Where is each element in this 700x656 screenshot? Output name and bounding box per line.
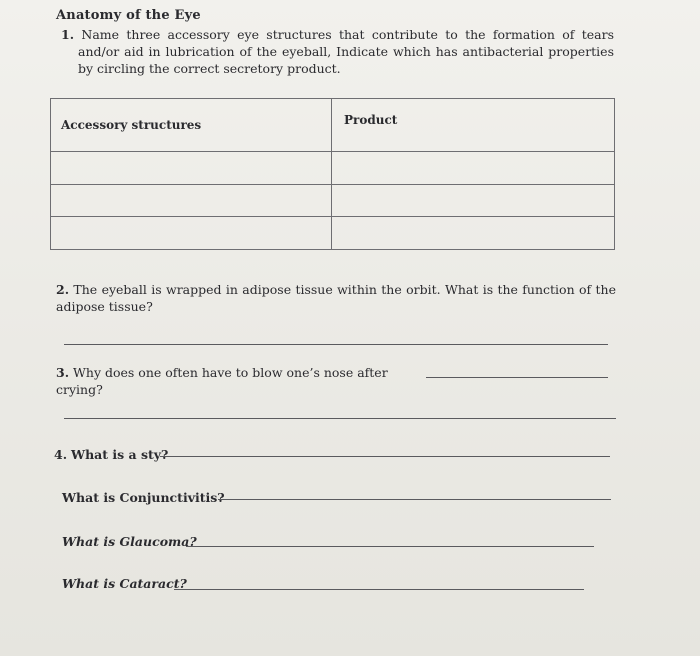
question-cataract: What is Cataract?	[62, 576, 187, 591]
table-row	[51, 152, 615, 185]
question-1	[61, 26, 614, 77]
question-3	[56, 364, 436, 398]
answer-cell-structure-2[interactable]	[51, 184, 332, 217]
answer-line-sty[interactable]	[160, 456, 610, 457]
answer-cell-structure-3[interactable]	[51, 217, 332, 250]
question-2-text: The eyeball is wrapped in adipose tissue within the orbit. What is the function of the adipose tissue?	[56, 282, 616, 314]
question-1-number: 1.	[61, 27, 75, 42]
answer-cell-product-1[interactable]	[332, 152, 615, 185]
answer-line-glaucoma[interactable]	[186, 546, 594, 547]
question-2-number: 2.	[56, 282, 70, 297]
table-header-row	[51, 99, 615, 152]
answer-cell-product-3[interactable]	[332, 217, 615, 250]
question-4-number: 4.	[54, 447, 68, 462]
answer-cell-structure-1[interactable]	[51, 152, 332, 185]
answer-line-q2[interactable]	[64, 344, 608, 345]
question-glaucoma: What is Glaucoma?	[62, 534, 197, 549]
accessory-structures-table	[50, 98, 615, 250]
question-4	[54, 446, 168, 463]
table-header-product: Product	[332, 99, 615, 152]
question-conjunctivitis: What is Conjunctivitis?	[62, 490, 225, 505]
question-4-text: What is a sty?	[71, 447, 169, 462]
question-3-text: Why does one often have to blow one’s nose after crying?	[56, 365, 388, 397]
answer-line-q3-inline[interactable]	[426, 377, 608, 378]
question-2	[56, 281, 616, 315]
question-1-text: Name three accessory eye structures that contribute to the formation of tears and/or aid in lubrication of the eyeball, Indicate which has antibacterial properties by circling the correct secretory product.	[78, 27, 614, 76]
answer-line-q3[interactable]	[64, 418, 616, 419]
question-3-number: 3.	[56, 365, 70, 380]
table-row	[51, 217, 615, 250]
page-title: Anatomy of the Eye	[56, 8, 201, 23]
table-row	[51, 184, 615, 217]
answer-line-conjunctivitis[interactable]	[218, 499, 611, 500]
table-header-accessory-structures: Accessory structures	[51, 99, 332, 152]
answer-cell-product-2[interactable]	[332, 184, 615, 217]
answer-line-cataract[interactable]	[174, 589, 584, 590]
